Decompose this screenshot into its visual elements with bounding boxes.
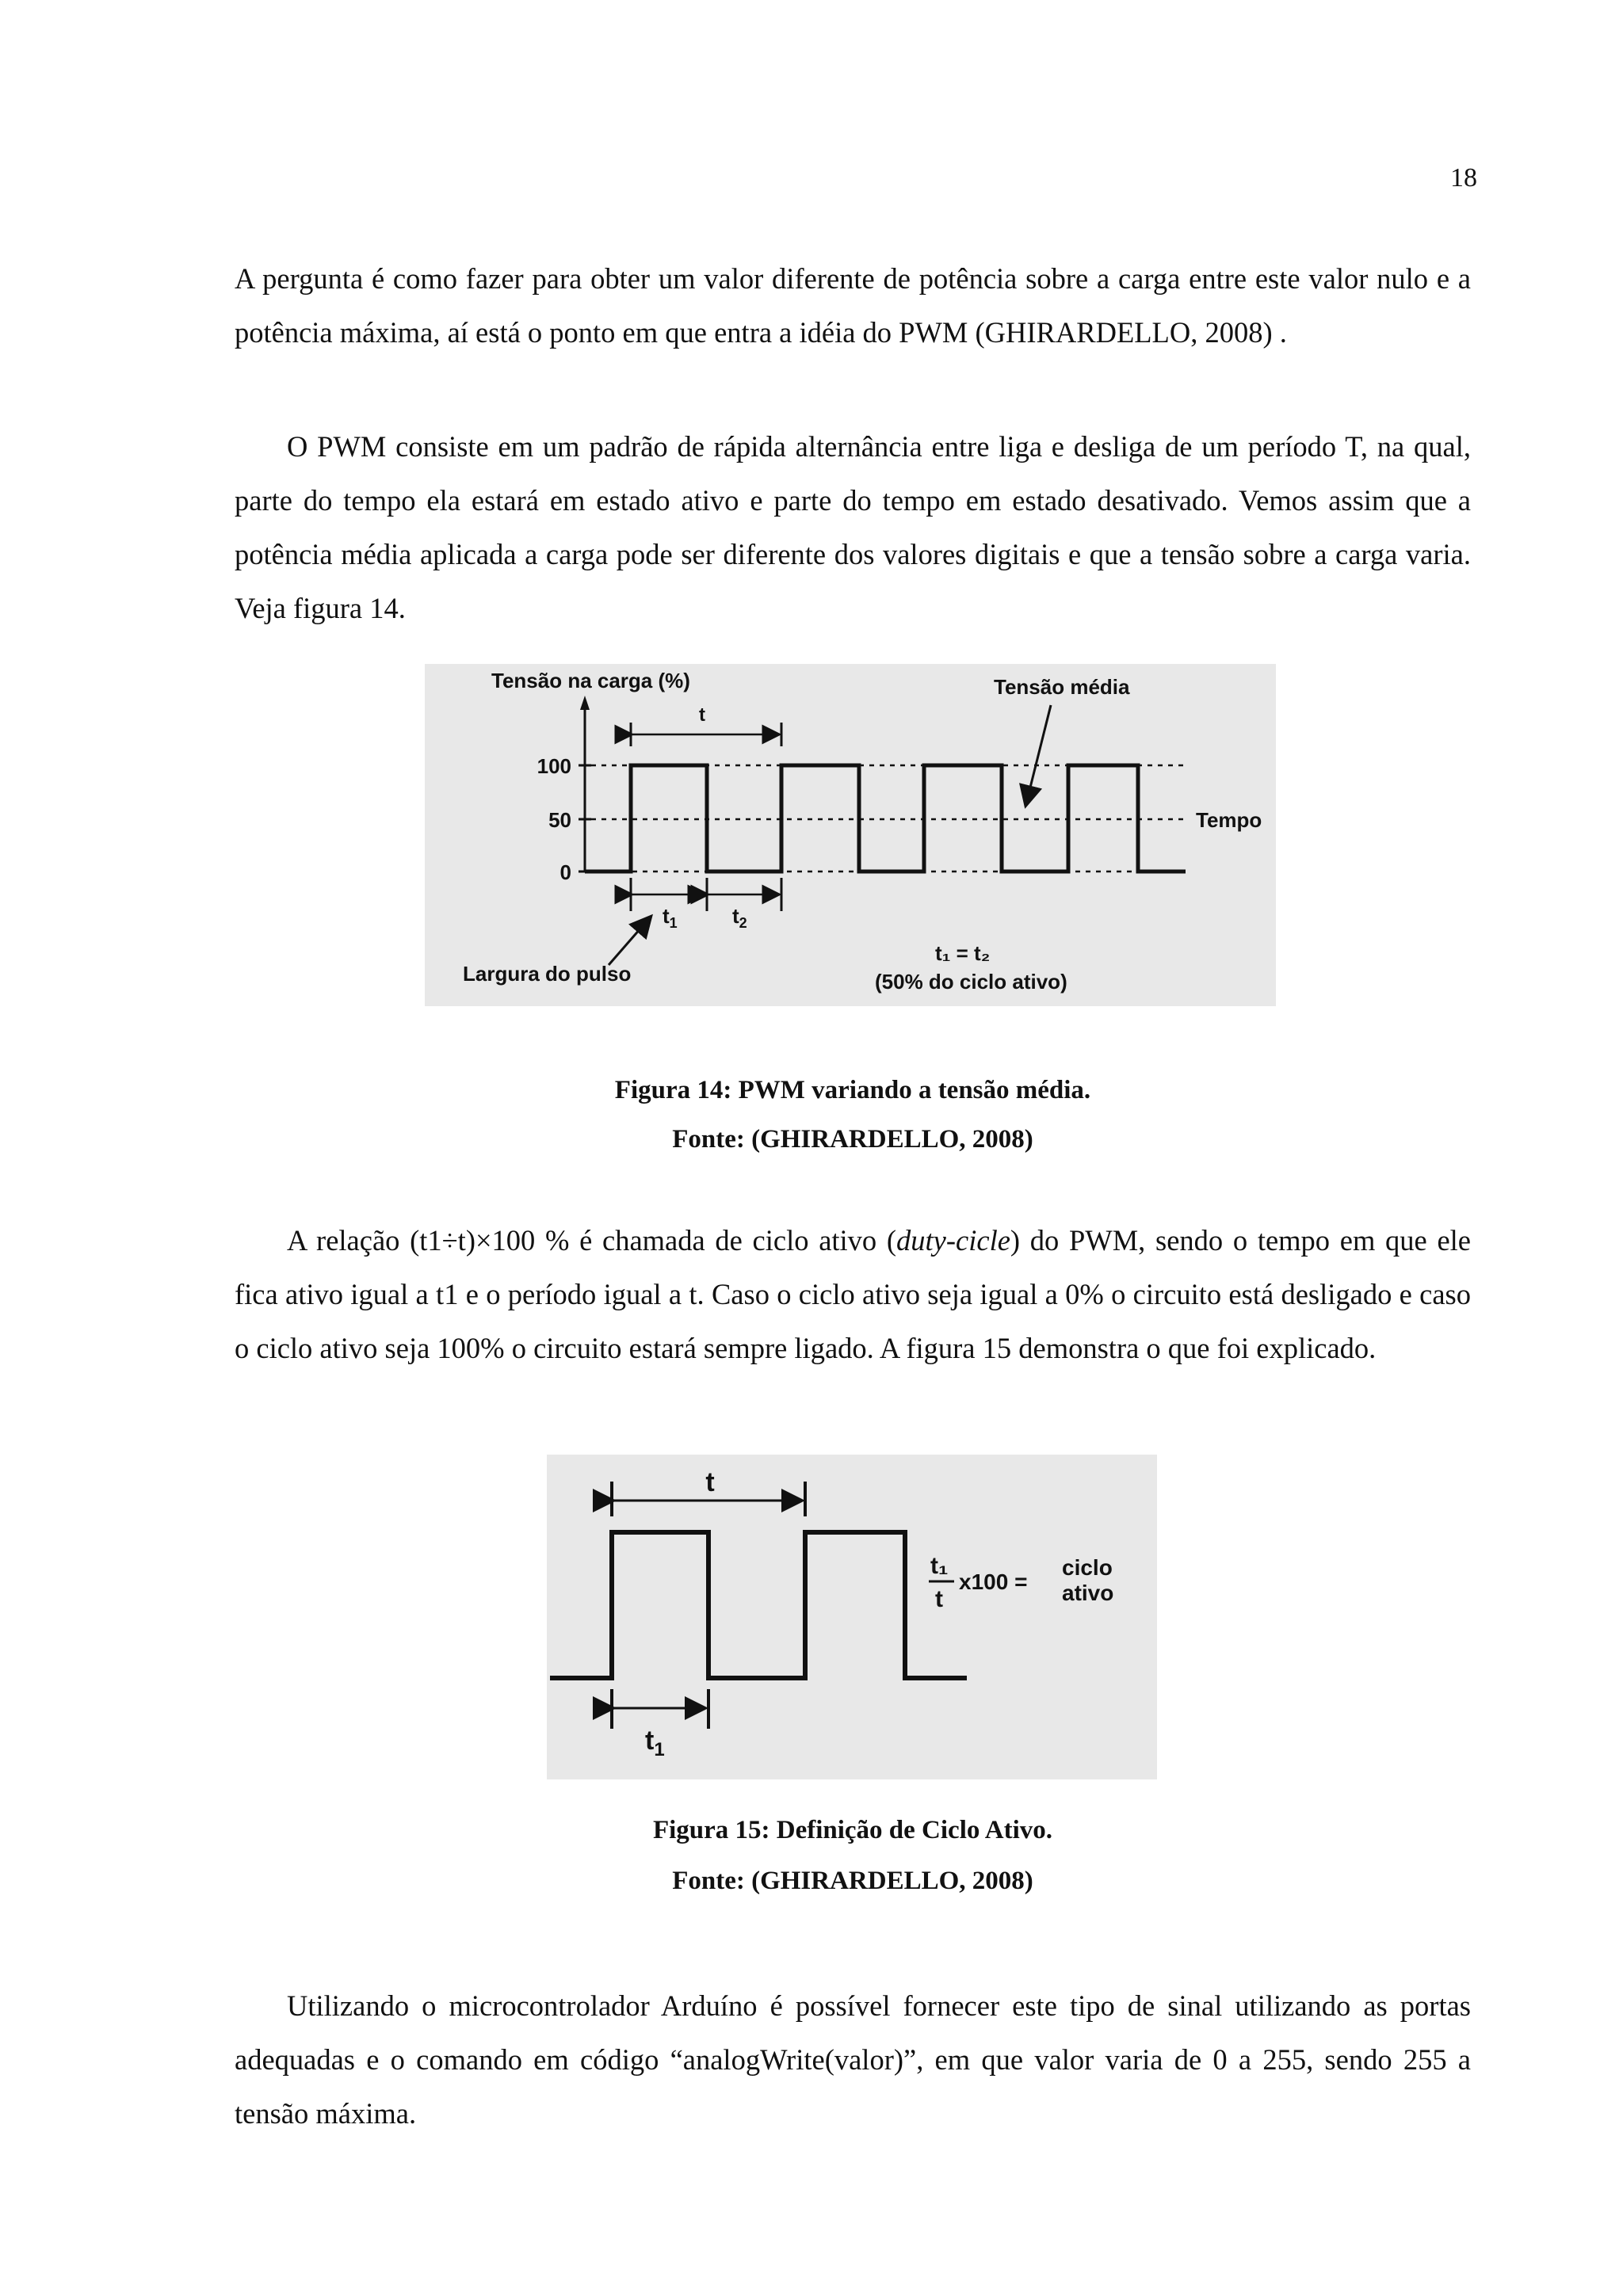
average-voltage-label: Tensão média xyxy=(994,675,1130,699)
duty-cycle-term: duty-cicle xyxy=(896,1224,1010,1257)
figure-15-source: Fonte: (GHIRARDELLO, 2008) xyxy=(672,1867,1033,1895)
page-number: 18 xyxy=(1450,163,1477,193)
period-t-label: t xyxy=(705,1467,715,1497)
t1-label: $t_1$ xyxy=(645,1726,665,1760)
t1-equals-t2: t₁ = t₂ xyxy=(935,941,991,965)
time-label: Tempo xyxy=(1196,808,1262,832)
duty-cycle-note: (50% do ciclo ativo) xyxy=(875,970,1067,994)
duty-cycle-diagram xyxy=(547,1455,1157,1779)
paragraph-3: A relação (t1÷t)×100 % é chamada de ciclo ativo (duty-cicle) do PWM, sendo o tempo em que ele fica ativo igual a t1 e o período igual a t. Caso o ciclo ativo seja igual a 0% o circuito está desligado e caso o ciclo ativo seja 100% o circuito estará sempre ligado. A figura 15 demonstra o que foi explicado. xyxy=(235,1224,1471,1364)
period-t-label: t xyxy=(699,704,705,726)
t2-label: $t_2$ xyxy=(732,904,747,931)
pulse-width-label: Largura do pulso xyxy=(463,962,632,986)
figure-14 xyxy=(425,664,1276,1006)
tick-100: 100 xyxy=(537,754,571,778)
tick-0: 0 xyxy=(559,860,571,884)
formula-result-1: ciclo xyxy=(1062,1555,1113,1580)
paragraph-4: Utilizando o microcontrolador Arduíno é possível fornecer este tipo de sinal utilizando as portas adequadas e o comando em código “analogWrite(valor)”, em que valor varia de 0 a 255, sendo 255 a tensão máxima. xyxy=(235,1989,1471,2130)
figure-14-source: Fonte: (GHIRARDELLO, 2008) xyxy=(672,1125,1033,1154)
t1-label: $t_1$ xyxy=(663,904,678,931)
pwm-waveform-diagram xyxy=(425,664,1276,1006)
figure-14-caption: Figura 14: PWM variando a tensão média. xyxy=(614,1076,1091,1104)
pulse-signal xyxy=(550,1532,967,1678)
y-axis-label: Tensão na carga (%) xyxy=(491,669,690,692)
paragraph-1: A pergunta é como fazer para obter um valor diferente de potência sobre a carga entre este valor nulo e a potência máxima, aí está o ponto em que entra a idéia do PWM (GHIRARDELLO, 2008) . xyxy=(235,262,1471,349)
formula-result-2: ativo xyxy=(1062,1581,1114,1605)
figure-15 xyxy=(547,1455,1157,1779)
formula-numerator: t₁ xyxy=(930,1553,949,1579)
paragraph-2: O PWM consiste em um padrão de rápida alternância entre liga e desliga de um período T, na qual, parte do tempo ela estará em estado ativo e parte do tempo em estado desativado. Vemos assim que a potência média aplicada a carga pode ser diferente dos valores digitais e que a tensão sobre a carga varia. Veja figura 14. xyxy=(235,430,1471,624)
formula-multiplier: x100 = xyxy=(959,1569,1028,1594)
formula-denominator: t xyxy=(935,1586,943,1612)
tick-50: 50 xyxy=(548,808,571,832)
figure-15-caption: Figura 15: Definição de Ciclo Ativo. xyxy=(652,1816,1053,1844)
